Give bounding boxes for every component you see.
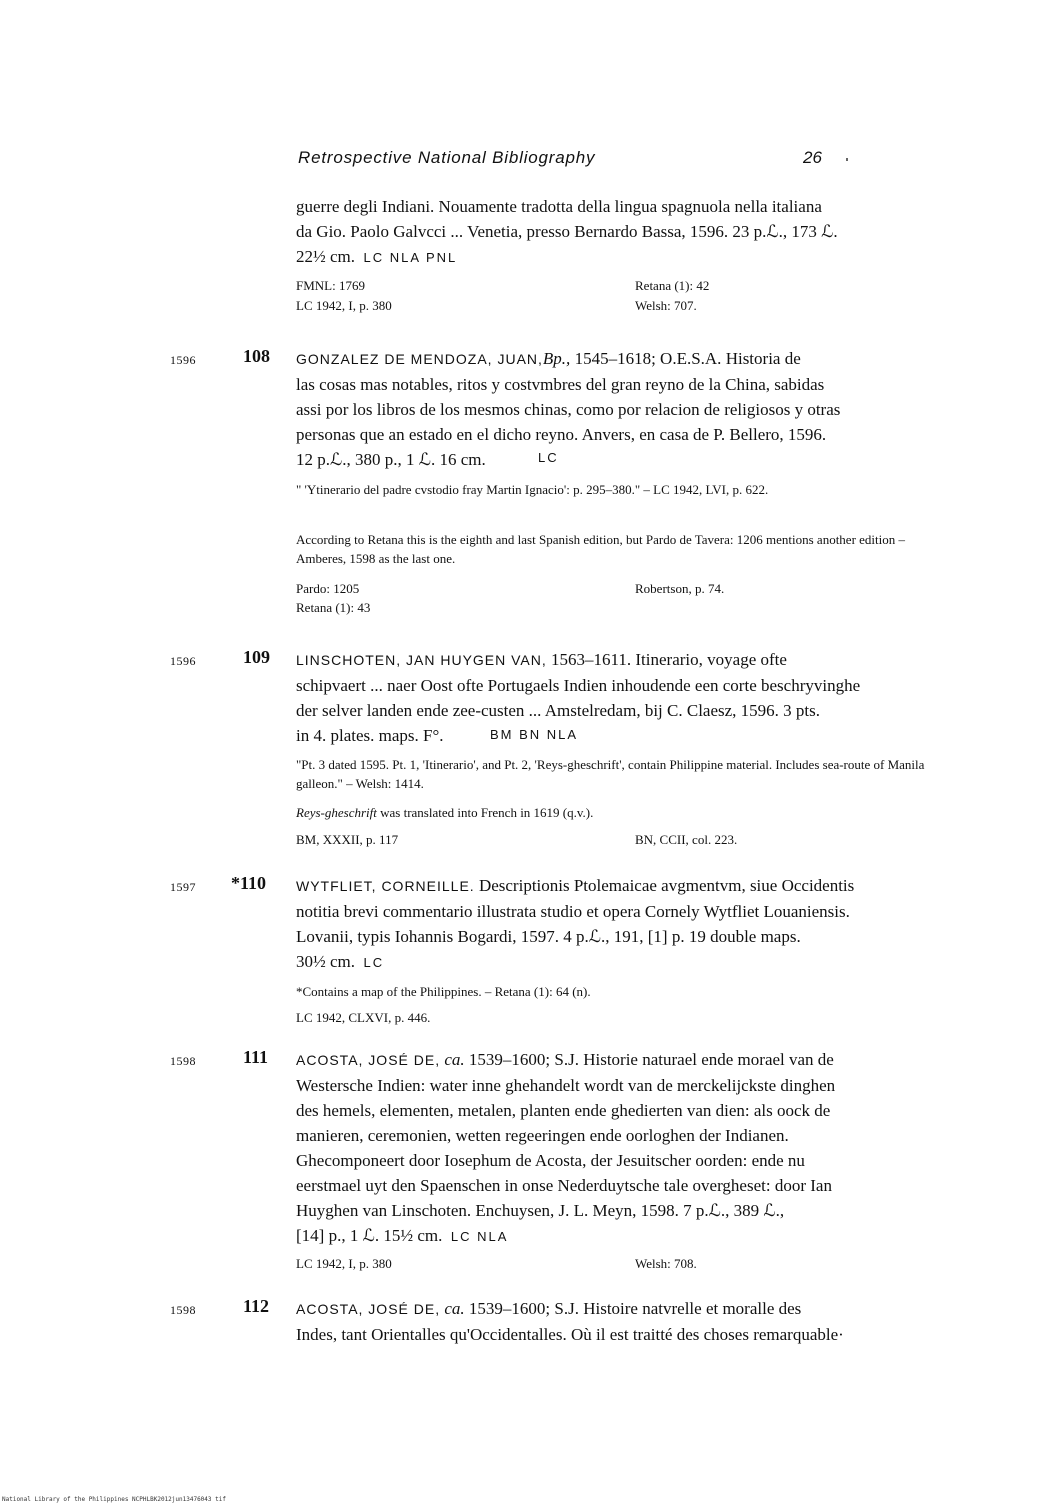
reference: Welsh: 707. [635, 298, 697, 313]
library-codes: LC NLA [450, 1229, 509, 1244]
text-line [296, 873, 986, 899]
author-dates: 1545–1618; O.E.S.A. [570, 349, 722, 368]
author-dates: 1539–1600; S.J. [464, 1299, 579, 1318]
reference: LC 1942, I, p. 380 [296, 298, 392, 313]
entry-continued [296, 194, 986, 270]
text-line: eerstmael uyt den Spaenschen in onse Nederduytsche tale overgheset: door Ian [296, 1176, 832, 1195]
text-line [296, 1047, 986, 1073]
author-title: Bp., [542, 349, 571, 368]
note: *Contains a map of the Philippines. – Retana (1): 64 (n). [296, 984, 591, 999]
entry-number: 108 [243, 346, 270, 366]
text-line: manieren, ceremonien, wetten regeeringen ende oorloghen der Indianen. [296, 1126, 789, 1145]
entry-year: 1597 [170, 880, 196, 894]
entry-year: 1596 [170, 353, 196, 367]
text-line: in 4. plates. maps. F°. [296, 726, 444, 745]
text-line: Indes, tant Orientalles qu'Occidentalles. Où il est traitté des choses remarquable· [296, 1325, 844, 1344]
entry-number: 109 [243, 647, 270, 667]
text-line: guerre degli Indiani. Nouamente tradotta della lingua spagnuola nella italiana [296, 197, 822, 216]
note: "Pt. 3 dated 1595. Pt. 1, 'Itinerario', and Pt. 2, 'Reys-gheschrift', contain Philippine material. Includes sea-route of Manila galleon." – Welsh: 1414. [296, 757, 925, 791]
page-number: 26 [803, 148, 822, 167]
text-line [296, 949, 986, 975]
text-line: schipvaert ... naer Oost ofte Portugaels Indien inhoudende een corte beschryvinghe [296, 676, 861, 695]
text-line: Lovanii, typis Iohannis Bogardi, 1597. 4 p.ℒ., 191, [1] p. 19 double maps. [296, 927, 801, 946]
reference: Robertson, p. 74. [635, 581, 725, 596]
note-text: was translated into French in 1619 (q.v.). [376, 805, 594, 820]
entry-109 [296, 647, 986, 748]
title-start: Historia de [721, 349, 801, 368]
text-line: Westersche Indien: water inne ghehandelt wordt van de merckelijckste dinghen [296, 1076, 836, 1095]
author: LINSCHOTEN, JAN HUYGEN VAN, [296, 652, 547, 668]
author: ACOSTA, JOSÉ DE, [296, 1052, 441, 1068]
size: 22½ cm. [296, 247, 356, 266]
title-start: Historie naturael ende morael van de [578, 1050, 834, 1069]
title-start: Histoire natvrelle et moralle des [578, 1299, 802, 1318]
text-line: personas que an estado en el dicho reyno. Anvers, en casa de P. Bellero, 1596. [296, 425, 827, 444]
text-line [296, 346, 986, 372]
page-header-title: Retrospective National Bibliography [298, 148, 596, 167]
reference: Pardo: 1205 [296, 581, 360, 596]
author-dates: 1539–1600; S.J. [464, 1050, 579, 1069]
note: " 'Ytinerario del padre cvstodio fray Martin Ignacio': p. 295–380." – LC 1942, LVI, p. 622. [296, 482, 769, 497]
size: 30½ cm. [296, 952, 356, 971]
note [296, 803, 956, 822]
scan-speck [846, 158, 848, 161]
scan-footer: National Library of the Philippines NCPHLBK2012jun13476043 tif [2, 1496, 226, 1503]
text-line [296, 647, 986, 673]
library-codes: LC [363, 955, 385, 970]
circa: ca. [444, 1299, 465, 1318]
text-line [296, 244, 986, 270]
reference: Retana (1): 42 [635, 278, 710, 293]
reference: Retana (1): 43 [296, 600, 371, 615]
reference: BM, XXXII, p. 117 [296, 832, 399, 847]
entry-number: 111 [243, 1047, 269, 1067]
entry-108 [296, 346, 986, 472]
library-codes: LC [538, 450, 559, 465]
entry-110 [296, 873, 986, 975]
entry-year: 1598 [170, 1054, 196, 1068]
text-line [296, 1223, 986, 1249]
text-line: notitia brevi commentario illustrata studio et opera Cornely Wytfliet Louaniensis. [296, 902, 850, 921]
entry-year: 1598 [170, 1303, 196, 1317]
note: According to Retana this is the eighth and last Spanish edition, but Pardo de Tavera: 1206 mentions another edition – Amberes, 1598 as the last one. [296, 532, 906, 566]
title-start: 1563–1611. Itinerario, voyage ofte [546, 650, 787, 669]
entry-number: 112 [243, 1296, 270, 1316]
author: WYTFLIET, CORNEILLE. [296, 878, 475, 894]
entry-number: *110 [231, 873, 267, 893]
text-line: des hemels, elementen, metalen, planten ende ghedierten van dien: als oock de [296, 1101, 831, 1120]
text-line: Ghecomponeert door Iosephum de Acosta, der Jesuitscher oorden: ende nu [296, 1151, 805, 1170]
text-line: assi por los libros de los mesmos chinas, como por relacion de religiosos y otras [296, 400, 841, 419]
author: ACOSTA, JOSÉ DE, [296, 1301, 441, 1317]
reference: BN, CCII, col. 223. [635, 832, 738, 847]
collation: [14] p., 1 ℒ. 15½ cm. [296, 1226, 443, 1245]
reference: LC 1942, CLXVI, p. 446. [296, 1010, 431, 1025]
title-start: Descriptionis Ptolemaicae avgmentvm, siue Occidentis [474, 876, 855, 895]
text-line: las cosas mas notables, ritos y costvmbres del gran reyno de la China, sabidas [296, 375, 825, 394]
circa: ca. [444, 1050, 465, 1069]
reference: Welsh: 708. [635, 1256, 697, 1271]
reference: LC 1942, I, p. 380 [296, 1256, 392, 1271]
text-line: da Gio. Paolo Galvcci ... Venetia, presso Bernardo Bassa, 1596. 23 p.ℒ., 173 ℒ. [296, 222, 838, 241]
text-line: 12 p.ℒ., 380 p., 1 ℒ. 16 cm. [296, 450, 486, 469]
reference: FMNL: 1769 [296, 278, 365, 293]
text-line: der selver landen ende zee-custen ... Amstelredam, bij C. Claesz, 1596. 3 pts. [296, 701, 821, 720]
italic-title: Reys-gheschrift [296, 805, 377, 820]
author: GONZALEZ DE MENDOZA, JUAN, [296, 351, 543, 367]
entry-112 [296, 1296, 986, 1347]
entry-year: 1596 [170, 654, 196, 668]
library-codes: BM BN NLA [490, 727, 579, 742]
text-line: Huyghen van Linschoten. Enchuysen, J. L. Meyn, 1598. 7 p.ℒ., 389 ℒ., [296, 1201, 785, 1220]
entry-111 [296, 1047, 986, 1249]
library-codes: LC NLA PNL [363, 250, 458, 265]
text-line [296, 1296, 986, 1322]
